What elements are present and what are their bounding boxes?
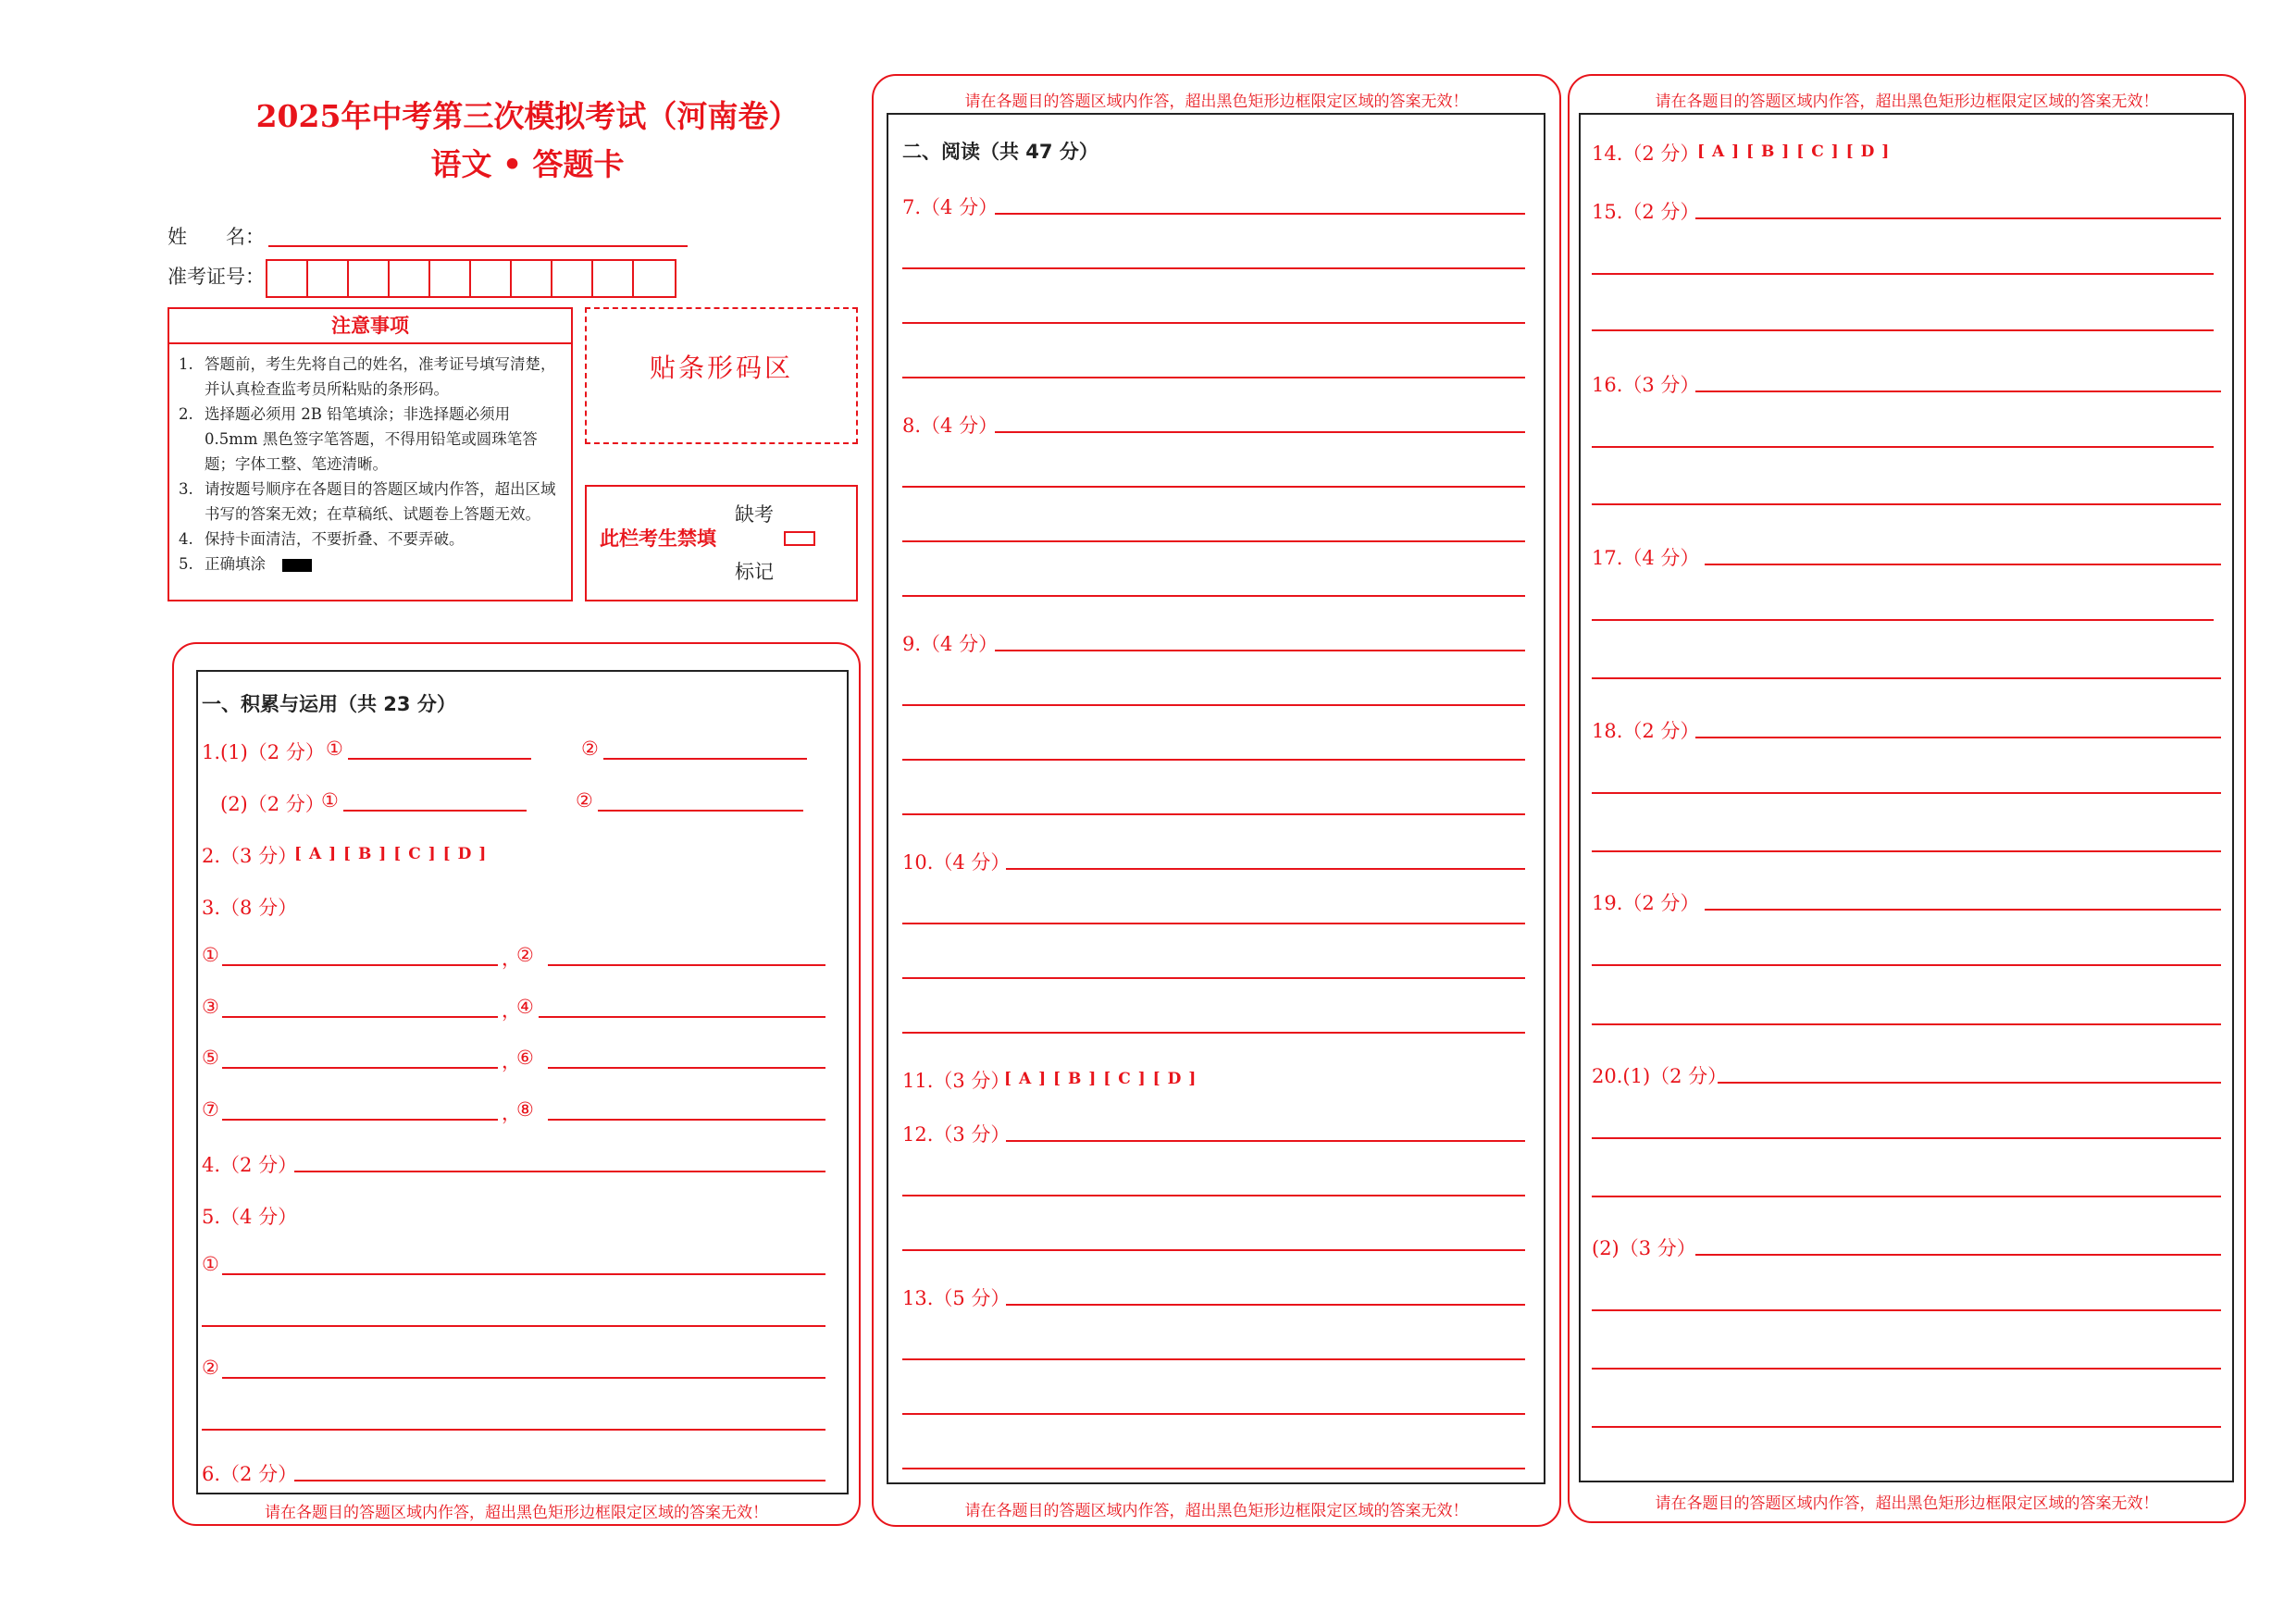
answer-line[interactable] <box>1592 792 2221 794</box>
answer-line[interactable] <box>1592 964 2221 966</box>
notice-item: 5. 正确填涂 <box>179 552 562 576</box>
answer-line[interactable] <box>902 1249 1525 1251</box>
id-cell[interactable] <box>430 261 471 296</box>
q17-label: 17.（4 分） <box>1592 547 1700 569</box>
answer-line[interactable] <box>902 1032 1525 1034</box>
answer-line[interactable] <box>902 759 1525 761</box>
warning-text: 请在各题目的答题区域内作答，超出黑色矩形边框限定区域的答案无效！ <box>1655 93 2159 111</box>
q4-label: 4.（2 分） <box>202 1154 298 1176</box>
circled-1: ① <box>321 789 339 812</box>
answer-line[interactable] <box>1006 1304 1525 1306</box>
notice-item: 2. 选择题必须用 2B 铅笔填涂；非选择题必须用 0.5mm 黑色签字笔答题，不得用铅笔或圆珠笔答题；字体工整、笔迹清晰。 <box>179 405 538 473</box>
circled-2: ② <box>202 1357 219 1379</box>
answer-line[interactable] <box>1592 273 2214 275</box>
id-cell[interactable] <box>390 261 430 296</box>
q19-label: 19.（2 分） <box>1592 892 1700 914</box>
circled-1: ① <box>326 738 343 760</box>
answer-line[interactable] <box>902 813 1525 815</box>
answer-line[interactable] <box>1006 1140 1525 1142</box>
circled-8: ⑧ <box>516 1098 534 1121</box>
answer-line[interactable] <box>1695 391 2221 392</box>
id-cell[interactable] <box>267 261 308 296</box>
warning-text: 请在各题目的答题区域内作答，超出黑色矩形边框限定区域的答案无效！ <box>964 1502 1469 1520</box>
answer-line[interactable] <box>1592 329 2214 331</box>
id-cell[interactable] <box>634 261 675 296</box>
q20-2-label: (2)（3 分） <box>1592 1237 1696 1259</box>
answer-line[interactable] <box>539 1016 825 1018</box>
notice-item: 4. 保持卡面清洁，不要折叠、不要弄破。 <box>179 530 465 548</box>
circled-2: ② <box>581 738 599 760</box>
q12-label: 12.（3 分） <box>902 1123 1011 1146</box>
notice-item: 1. 答题前，考生先将自己的姓名，准考证号填写清楚，并认真检查监考员所粘贴的条形码。 <box>179 355 556 398</box>
answer-line[interactable] <box>902 267 1525 269</box>
notice-box <box>168 307 573 601</box>
answer-line[interactable] <box>1006 868 1525 870</box>
answer-line[interactable] <box>1718 1082 2221 1084</box>
q7-label: 7.（4 分） <box>902 196 999 218</box>
warning-text: 请在各题目的答题区域内作答，超出黑色矩形边框限定区域的答案无效！ <box>1655 1494 2159 1513</box>
q18-label: 18.（2 分） <box>1592 720 1700 742</box>
answer-line[interactable] <box>1592 1368 2221 1370</box>
answer-line[interactable] <box>1695 217 2221 219</box>
section2-answer-area <box>887 113 1545 1484</box>
circled-5: ⑤ <box>202 1047 219 1069</box>
answer-line[interactable] <box>902 1468 1525 1469</box>
id-label: 准考证号： <box>168 266 265 288</box>
answer-line[interactable] <box>902 377 1525 378</box>
q14-label: 14.（2 分） <box>1592 143 1700 165</box>
notice-heading: 注意事项 <box>169 309 571 344</box>
circled-7: ⑦ <box>202 1098 219 1121</box>
answer-line[interactable] <box>222 1119 498 1121</box>
answer-line[interactable] <box>902 923 1525 924</box>
section3-answer-area <box>1579 113 2234 1482</box>
section1-title: 一、积累与运用（共 23 分） <box>202 693 456 715</box>
answer-line[interactable] <box>1705 909 2221 911</box>
answer-line[interactable] <box>902 486 1525 488</box>
answer-line[interactable] <box>202 1429 825 1431</box>
q8-label: 8.（4 分） <box>902 415 999 437</box>
correct-fill-sample <box>282 559 312 572</box>
answer-line[interactable] <box>222 1067 498 1069</box>
name-label: 姓 名： <box>168 226 265 248</box>
id-cell[interactable] <box>471 261 512 296</box>
answer-line[interactable] <box>222 1016 498 1018</box>
answer-line[interactable] <box>294 1171 825 1172</box>
comma: ， <box>502 1102 521 1124</box>
answer-line[interactable] <box>902 704 1525 706</box>
answer-line[interactable] <box>995 650 1525 651</box>
q3-label: 3.（8 分） <box>202 897 298 919</box>
q5-label: 5.（4 分） <box>202 1206 298 1228</box>
answer-line[interactable] <box>348 758 531 760</box>
q11-label: 11.（3 分） <box>902 1070 1011 1092</box>
circled-2: ② <box>516 944 534 966</box>
answer-line[interactable] <box>1705 564 2221 565</box>
absent-mark-box[interactable] <box>784 531 815 546</box>
id-number-boxes[interactable] <box>266 259 676 298</box>
barcode-area: 贴条形码区 <box>585 307 858 444</box>
answer-line[interactable] <box>1695 737 2221 738</box>
answer-line[interactable] <box>222 964 498 966</box>
answer-line[interactable] <box>202 1325 825 1327</box>
answer-line[interactable] <box>598 810 803 812</box>
answer-line[interactable] <box>294 1480 825 1481</box>
q1-2-label: (2)（2 分） <box>220 793 325 815</box>
answer-line[interactable] <box>548 1067 825 1069</box>
circled-1: ① <box>202 944 219 966</box>
id-cell[interactable] <box>349 261 390 296</box>
answer-line[interactable] <box>1592 1309 2221 1311</box>
answer-line[interactable] <box>1592 677 2221 679</box>
name-input-line[interactable] <box>268 245 688 247</box>
answer-line[interactable] <box>1592 619 2214 621</box>
answer-line[interactable] <box>1592 1196 2221 1197</box>
answer-line[interactable] <box>343 810 527 812</box>
answer-line[interactable] <box>902 322 1525 324</box>
q20-1-label: 20.(1)（2 分） <box>1592 1065 1728 1087</box>
answer-line[interactable] <box>1592 446 2214 448</box>
answer-line[interactable] <box>1592 1426 2221 1428</box>
circled-4: ④ <box>516 996 534 1018</box>
notice-list <box>169 344 571 576</box>
comma: ， <box>502 999 521 1022</box>
q15-label: 15.（2 分） <box>1592 201 1700 223</box>
answer-line[interactable] <box>222 1273 825 1275</box>
section2-title: 二、阅读（共 47 分） <box>902 141 1098 163</box>
absent-text: 缺考 <box>735 503 774 526</box>
q10-label: 10.（4 分） <box>902 851 1011 874</box>
q14-choices[interactable]: [ A ] [ B ] [ C ] [ D ] <box>1697 143 1891 161</box>
answer-line[interactable] <box>1592 503 2221 505</box>
warning-text: 请在各题目的答题区域内作答，超出黑色矩形边框限定区域的答案无效！ <box>265 1504 768 1522</box>
answer-line[interactable] <box>902 977 1525 979</box>
answer-line[interactable] <box>222 1377 825 1379</box>
circled-6: ⑥ <box>516 1047 534 1069</box>
answer-line[interactable] <box>902 1358 1525 1360</box>
circled-1: ① <box>202 1253 219 1275</box>
id-cell[interactable] <box>552 261 593 296</box>
answer-line[interactable] <box>603 758 807 760</box>
q6-label: 6.（2 分） <box>202 1463 298 1485</box>
answer-line[interactable] <box>1592 1023 2221 1025</box>
q2-label: 2.（3 分） <box>202 845 298 867</box>
id-cell[interactable] <box>308 261 349 296</box>
answer-line[interactable] <box>1592 850 2221 852</box>
answer-line[interactable] <box>902 1413 1525 1415</box>
circled-3: ③ <box>202 996 219 1018</box>
q9-label: 9.（4 分） <box>902 633 999 655</box>
id-cell[interactable] <box>512 261 552 296</box>
circled-2: ② <box>576 789 593 812</box>
q16-label: 16.（3 分） <box>1592 374 1700 396</box>
exam-title: 2025年中考第三次模拟考试（河南卷） <box>255 98 800 134</box>
answer-line[interactable] <box>548 1119 825 1121</box>
answer-line[interactable] <box>1592 1137 2221 1139</box>
answer-line[interactable] <box>902 540 1525 542</box>
q2-choices[interactable]: [ A ] [ B ] [ C ] [ D ] <box>294 845 488 863</box>
answer-line[interactable] <box>995 213 1525 215</box>
warning-text: 请在各题目的答题区域内作答，超出黑色矩形边框限定区域的答案无效！ <box>964 93 1469 111</box>
q11-choices[interactable]: [ A ] [ B ] [ C ] [ D ] <box>1004 1070 1198 1088</box>
answer-line[interactable] <box>1695 1254 2221 1256</box>
notice-item: 3. 请按题号顺序在各题目的答题区域内作答，超出区域书写的答案无效；在草稿纸、试题卷上答题无效。 <box>179 480 556 523</box>
comma: ， <box>502 1050 521 1072</box>
q13-label: 13.（5 分） <box>902 1287 1011 1309</box>
mark-text: 标记 <box>735 561 774 583</box>
answer-line[interactable] <box>902 1195 1525 1196</box>
absent-box <box>585 485 858 601</box>
answer-line[interactable] <box>995 431 1525 433</box>
q1-1-label: 1.(1)（2 分） <box>202 741 325 763</box>
absent-restricted-label: 此栏考生禁填 <box>600 527 716 550</box>
id-cell[interactable] <box>593 261 634 296</box>
comma: ， <box>502 948 521 970</box>
exam-subtitle: 语文 • 答题卡 <box>430 146 625 182</box>
answer-line[interactable] <box>902 595 1525 597</box>
answer-line[interactable] <box>548 964 825 966</box>
